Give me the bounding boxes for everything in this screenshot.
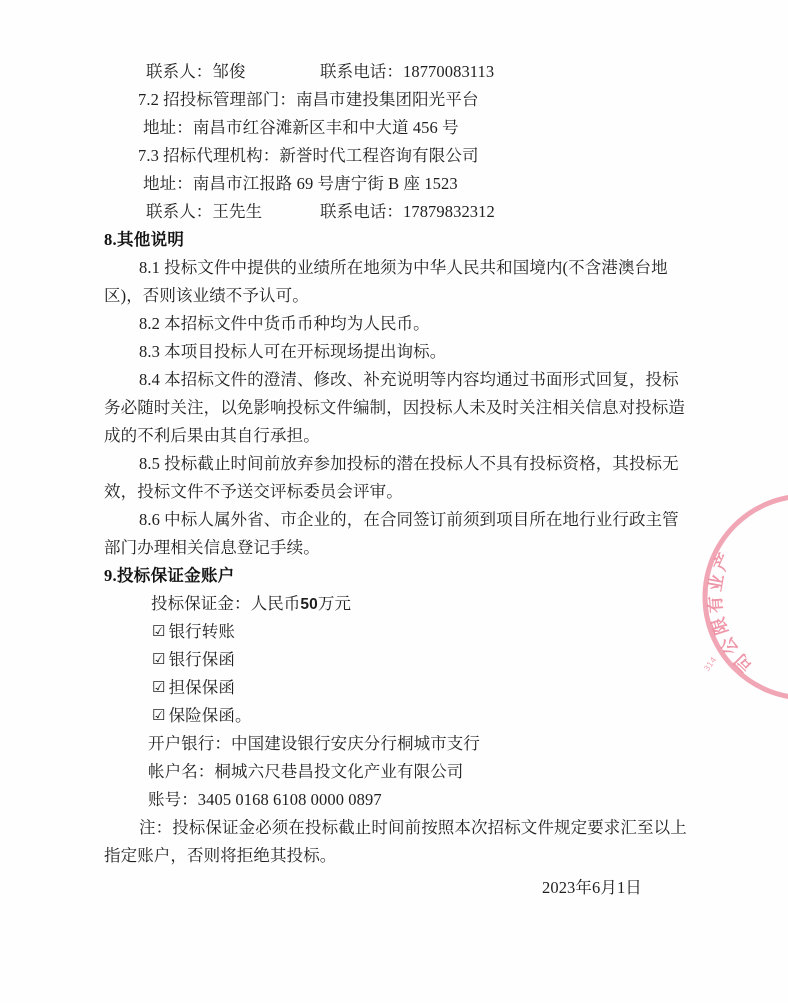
- deposit-amount: 50: [300, 596, 318, 613]
- deposit-suffix: 万元: [317, 594, 352, 613]
- bank-line: 开户银行：中国建设银行安庆分行桐城市支行: [148, 734, 480, 753]
- para-8-5-line2: 效，投标文件不予送交评标委员会评审。: [104, 482, 403, 501]
- guarantee-option-row: [152, 648, 235, 673]
- para-8-1-line2: 区)，否则该业绩不予认可。: [104, 286, 309, 305]
- checkbox-checked-icon: ☑: [152, 680, 166, 696]
- guarantee-option-label: 保险保函。: [168, 706, 252, 725]
- document-date: 2023年6月1日: [542, 878, 642, 897]
- note-line2: 指定账户，否则将拒绝其投标。: [104, 846, 337, 865]
- para-8-4-line1: 8.4 本招标文件的澄清、修改、补充说明等内容均通过书面形式回复，投标: [139, 370, 679, 389]
- line-7-2: 7.2 招投标管理部门：南昌市建投集团阳光平台: [138, 90, 479, 109]
- checkbox-checked-icon: ☑: [152, 624, 166, 640]
- para-8-6-line2: 部门办理相关信息登记手续。: [104, 538, 320, 557]
- para-8-1-line1: 8.1 投标文件中提供的业绩所在地须为中华人民共和国境内(不含港澳台地: [139, 258, 668, 277]
- para-8-4-line3: 成的不利后果由其自行承担。: [104, 426, 320, 445]
- contact2-phone: 联系电话：17879832312: [320, 202, 495, 221]
- account-name-line: 帐户名：桐城六尺巷昌投文化产业有限公司: [148, 762, 464, 781]
- guarantee-option-label: 银行转账: [168, 622, 235, 641]
- contact1-name: 联系人：邹俊: [146, 62, 246, 81]
- checkbox-checked-icon: ☑: [152, 652, 166, 668]
- contact2-name: 联系人：王先生: [146, 202, 263, 221]
- account-number-line: 账号：3405 0168 6108 0000 0897: [148, 790, 382, 809]
- line-7-3: 7.3 招标代理机构：新誉时代工程咨询有限公司: [138, 146, 479, 165]
- deposit-prefix: 投标保证金：人民币: [151, 594, 301, 613]
- company-seal-stamp: [678, 470, 788, 730]
- para-8-2: 8.2 本招标文件中货币币种均为人民币。: [139, 314, 430, 333]
- checkbox-checked-icon: ☑: [152, 708, 166, 724]
- address-2: 地址：南昌市江报路 69 号唐宁街 B 座 1523: [143, 174, 458, 193]
- guarantee-option-row: [152, 704, 252, 729]
- guarantee-option-label: 银行保函: [168, 650, 235, 669]
- guarantee-option-row: [152, 620, 235, 645]
- seal-arc-text: 司公限有业产: [705, 547, 757, 676]
- seal-code: 314: [702, 655, 719, 674]
- guarantee-option-label: 担保保函: [168, 678, 235, 697]
- seal-ring: [705, 496, 788, 698]
- note-line1: 注：投标保证金必须在投标截止时间前按照本次招标文件规定要求汇至以上: [139, 818, 687, 837]
- para-8-3: 8.3 本项目投标人可在开标现场提出询标。: [139, 342, 447, 361]
- para-8-6-line1: 8.6 中标人属外省、市企业的，在合同签订前须到项目所在地行业行政主管: [139, 510, 679, 529]
- svg-text:司公限有业产: [705, 547, 757, 676]
- deposit-amount-line: [151, 592, 351, 617]
- para-8-5-line1: 8.5 投标截止时间前放弃参加投标的潜在投标人不具有投标资格，其投标无: [139, 454, 679, 473]
- guarantee-option-row: [152, 676, 235, 701]
- section9-heading: 9.投标保证金账户: [104, 566, 235, 585]
- contact1-phone: 联系电话：18770083113: [320, 62, 495, 81]
- para-8-4-line2: 务必随时关注，以免影响投标文件编制，因投标人未及时关注相关信息对投标造: [104, 398, 685, 417]
- address-1: 地址：南昌市红谷滩新区丰和中大道 456 号: [143, 118, 459, 137]
- section8-heading: 8.其他说明: [104, 230, 185, 249]
